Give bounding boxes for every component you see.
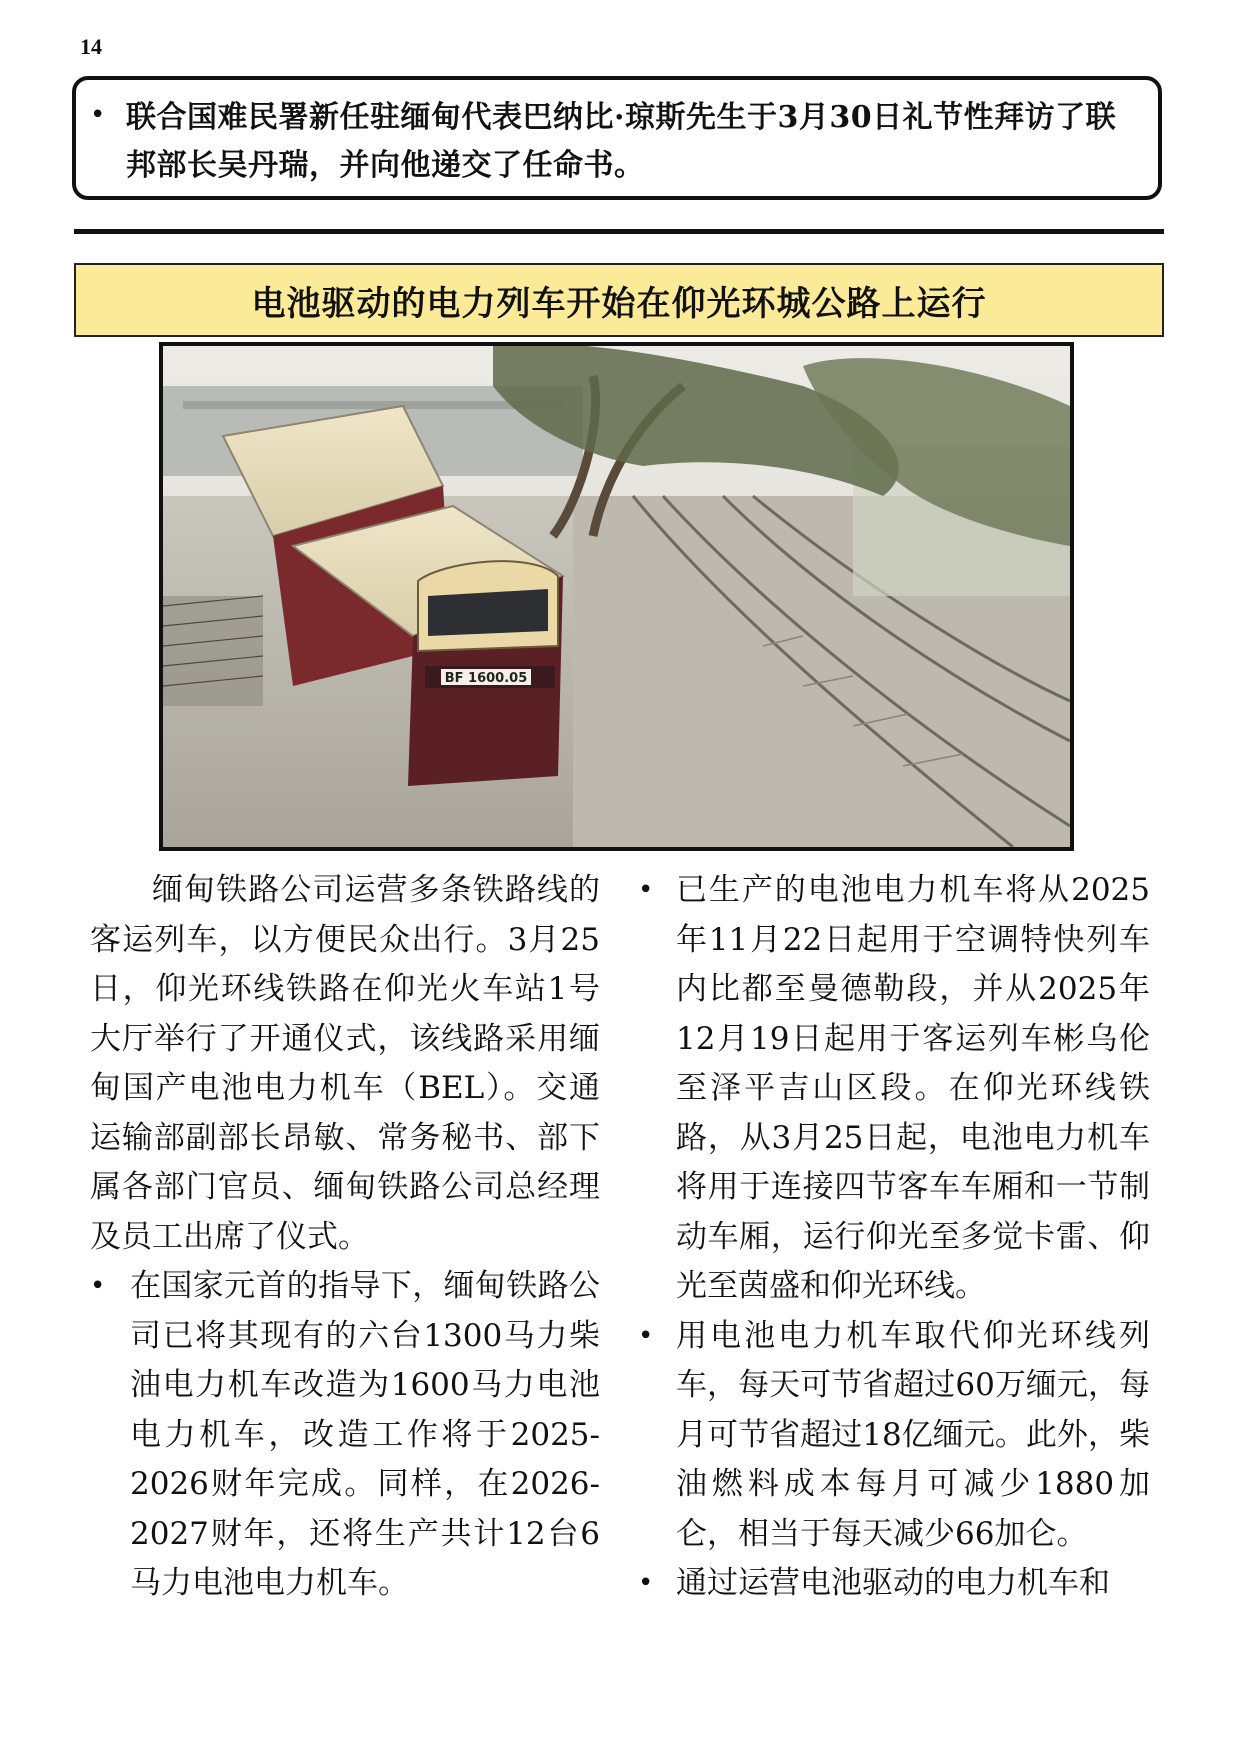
list-item-text: 用电池电力机车取代仰光环线列车，每天可节省超过60万缅元，每月可节省超过18亿缅元。此外，柴油燃料成本每月可减少1880加仑，相当于每天减少66加仑。 [676,1317,1150,1552]
list-item [640,1559,1150,1609]
locomotive-number: BF 1600.05 [444,671,528,686]
bullet-marker: • [638,875,654,905]
article-headline: 电池驱动的电力列车开始在仰光环城公路上运行 [251,283,987,324]
list-item [640,1312,1150,1560]
article-intro-paragraph: 缅甸铁路公司运营多条铁路线的客运列车，以方便民众出行。3月25日，仰光环线铁路在仰光火车站1号大厅举行了开通仪式，该线路采用缅甸国产电池电力机车（BEL）。交通运输部副部长昂敏、常务秘书、部下属各部门官员、缅甸铁路公司总经理及员工出席了仪式。 [90,872,600,1255]
list-item [640,866,1150,1312]
notice-bullet: • [90,100,106,130]
section-divider [74,229,1164,234]
train-photo [159,342,1074,851]
notice-text: 联合国难民署新任驻缅甸代表巴纳比·琼斯先生于3月30日礼节性拜访了联邦部长吴丹瑞，并向他递交了任命书。 [126,100,1117,183]
train-photo-illustration [163,346,1070,847]
list-item-text: 已生产的电池电力机车将从2025年11月22日起用于空调特快列车内比都至曼德勒段，并从2025年12月19日起用于客运列车彬乌伦至泽平吉山区段。在仰光环线铁路，从3月25日起，电池电力机车将用于连接四节客车车厢和一节制动车厢，运行仰光至多觉卡雷、仰光至茵盛和仰光环线。 [676,872,1150,1304]
article-right-column [640,866,1150,1609]
article-left-column [90,866,600,1609]
bullet-marker: • [90,1271,106,1301]
list-item [90,1262,600,1609]
list-item-text: 在国家元首的指导下，缅甸铁路公司已将其现有的六台1300马力柴油电力机车改造为1600马力电池电力机车，改造工作将于2025-2026财年完成。同样，在2026-2027财年，还将生产共计12台6马力电池电力机车。 [130,1268,600,1601]
list-item-text: 通过运营电池驱动的电力机车和 [676,1565,1110,1601]
bullet-marker: • [638,1320,654,1351]
notice-box [72,76,1162,200]
article-headline-band [74,263,1164,337]
page-number: 14 [80,34,102,59]
bullet-marker: • [638,1568,654,1598]
